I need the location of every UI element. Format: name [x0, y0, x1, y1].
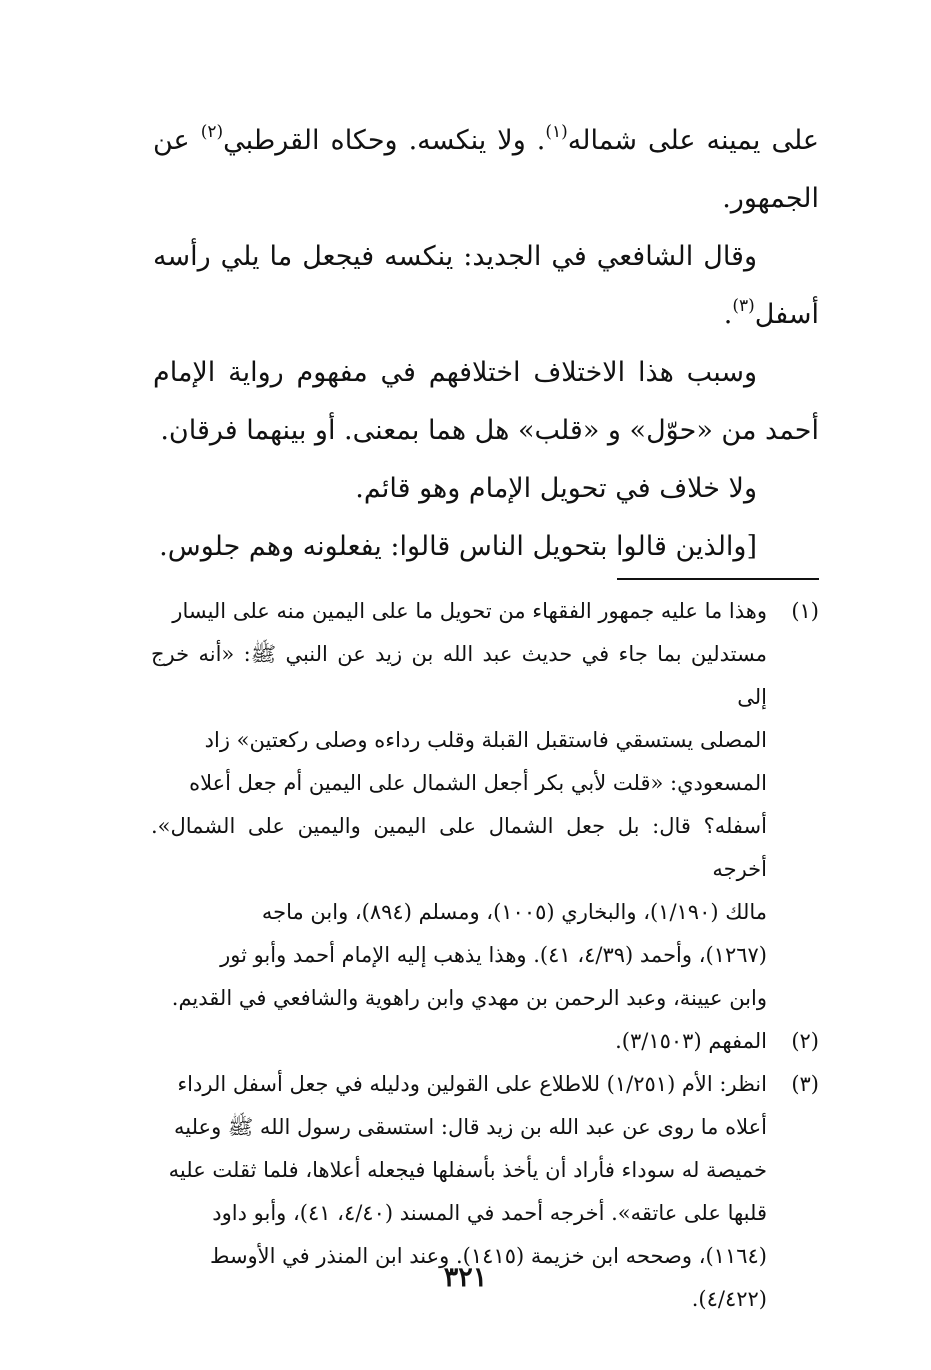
- footnote-line: المسعودي: «قلت لأبي بكر أجعل الشمال على اليمين أم جعل أعلاه: [189, 771, 767, 795]
- footnote-ref-3[interactable]: (٣): [732, 296, 755, 316]
- footnotes: [151, 590, 819, 1321]
- footnote-2: [151, 1020, 819, 1063]
- footnote-line: وهذا ما عليه جمهور الفقهاء من تحويل ما على اليمين منه على اليسار: [172, 599, 767, 623]
- paragraph-1-part-b: . ولا ينكسه. وحكاه القرطبي: [223, 125, 546, 156]
- paragraph-2-part-a: وقال الشافعي في الجديد: ينكسه فيجعل ما يلي رأسه أسفل: [153, 241, 819, 330]
- paragraph-3: وسبب هذا الاختلاف اختلافهم في مفهوم رواية الإمام أحمد من «حوّل» و «قلب» هل هما بمعنى. أو بينهما فرقان.: [153, 357, 819, 446]
- paragraph-2-part-b: .: [723, 299, 733, 330]
- footnote-ref-2[interactable]: (٢): [200, 122, 224, 142]
- footnote-line: (٤/٤٢٢).: [691, 1287, 767, 1311]
- footnote-number: (٣): [791, 1072, 819, 1096]
- footnote-line: انظر: الأم (١/٢٥١) للاطلاع على القولين ودليله في جعل أسفل الرداء: [177, 1072, 767, 1096]
- footnote-line: مستدلين بما جاء في حديث عبد الله بن زيد عن النبي ﷺ: «أنه خرج إلى: [151, 642, 767, 709]
- footnote-line: وابن عيينة، وعبد الرحمن بن مهدي وابن راهوية والشافعي في القديم.: [171, 986, 767, 1010]
- main-text: [153, 112, 819, 576]
- paragraph-2: [153, 228, 819, 344]
- paragraph-4: ولا خلاف في تحويل الإمام وهو قائم.: [355, 473, 757, 504]
- footnote-line: المصلى يستسقي فاستقبل القبلة وقلب رداءه وصلى ركعتين» زاد: [204, 728, 767, 752]
- paragraph-1-part-a: على يمينه على شماله: [567, 125, 819, 156]
- footnote-line: مالك (١/١٩٠)، والبخاري (١٠٠٥)، ومسلم (٨٩٤)، وابن ماجه: [261, 900, 767, 924]
- footnote-line: أعلاه ما روى عن عبد الله بن زيد قال: استسقى رسول الله ﷺ وعليه: [173, 1115, 767, 1139]
- footnote-line: (١٢٦٧)، وأحمد (٤/٣٩، ٤١). وهذا يذهب إليه الإمام أحمد وأبو ثور: [220, 943, 767, 967]
- footnote-line: المفهم (٣/١٥٠٣).: [615, 1029, 767, 1053]
- paragraph-5: [والذين قالوا بتحويل الناس قالوا: يفعلونه وهم جلوس.: [159, 531, 757, 562]
- footnote-1: [151, 590, 819, 1020]
- paragraph-1-part-c: عن الجمهور.: [153, 125, 819, 214]
- footnote-line: (١١٦٤)، وصححه ابن خزيمة (١٤١٥). وعند ابن المنذر في الأوسط: [210, 1244, 767, 1268]
- footnote-divider: [617, 578, 819, 580]
- footnote-line: أسفله؟ قال: بل جعل الشمال على اليمين واليمين على الشمال». أخرجه: [151, 814, 767, 881]
- footnote-number: (٢): [791, 1029, 819, 1053]
- footnote-number: (١): [791, 599, 819, 623]
- paragraph-1: [153, 112, 819, 228]
- footnote-ref-1[interactable]: (١): [545, 122, 568, 142]
- page-number: ٣٢١: [443, 1262, 488, 1293]
- footnote-line: قلبها على عاتقه». أخرجه أحمد في المسند (٤/٤٠، ٤١)، وأبو داود: [212, 1201, 767, 1225]
- footnote-line: خميصة له سوداء فأراد أن يأخذ بأسفلها فيجعله أعلاها، فلما ثقلت عليه: [168, 1158, 767, 1182]
